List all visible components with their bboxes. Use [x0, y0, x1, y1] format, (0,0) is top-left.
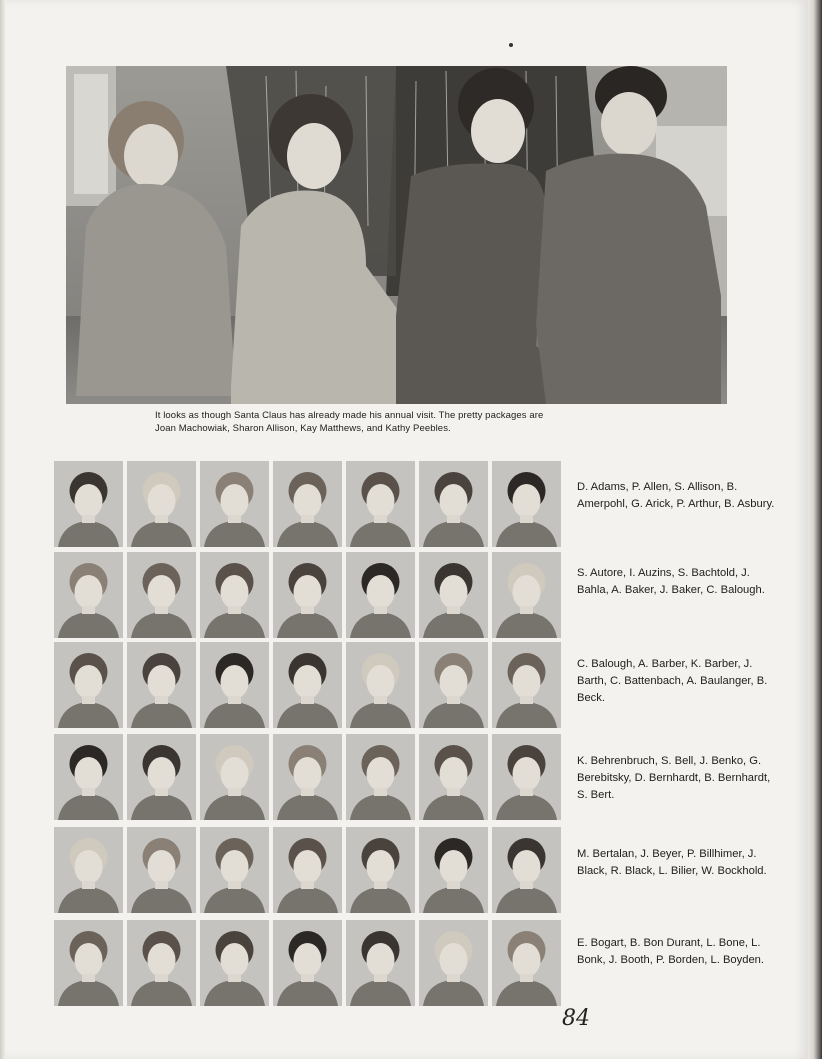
row-3-names — [577, 656, 777, 707]
print-speck — [509, 43, 513, 47]
row-4-names — [577, 753, 777, 804]
row-3-names-text: C. Balough, A. Barber, K. Barber, J. Barth, C. Battenbach, A. Baulanger, B. Beck. — [577, 658, 768, 704]
row-5-names — [577, 846, 777, 880]
student-portrait — [127, 827, 196, 913]
page-gutter — [0, 0, 6, 1059]
student-portrait — [127, 734, 196, 820]
caption-line-2: Joan Machowiak, Sharon Allison, Kay Matthews, and Kathy Peebles. — [155, 423, 451, 434]
student-portrait — [54, 552, 123, 638]
caption-line-1: It looks as though Santa Claus has already made his annual visit. The pretty packages are — [155, 410, 544, 421]
student-portrait — [419, 642, 488, 728]
student-portrait — [273, 920, 342, 1006]
student-portrait — [419, 461, 488, 547]
row-5-names-text: M. Bertalan, J. Beyer, P. Billhimer, J. Black, R. Black, L. Bilier, W. Bockhold. — [577, 848, 767, 877]
student-portrait — [419, 734, 488, 820]
student-portrait — [492, 461, 561, 547]
student-portrait — [492, 642, 561, 728]
row-2-names — [577, 565, 777, 599]
photo-caption — [155, 409, 655, 435]
student-portrait — [273, 552, 342, 638]
row-6-names-text: E. Bogart, B. Bon Durant, L. Bone, L. Bonk, J. Booth, P. Borden, L. Boyden. — [577, 937, 764, 966]
student-portrait — [419, 827, 488, 913]
student-portrait — [273, 461, 342, 547]
student-portrait — [346, 920, 415, 1006]
page-number: 84 — [562, 1006, 590, 1031]
student-portrait — [346, 552, 415, 638]
student-portrait — [54, 461, 123, 547]
row-4-names-text: K. Behrenbruch, S. Bell, J. Benko, G. Berebitsky, D. Bernhardt, B. Bernhardt, S. Bert. — [577, 755, 771, 801]
student-portrait — [273, 642, 342, 728]
student-portrait — [273, 734, 342, 820]
student-portrait — [346, 734, 415, 820]
student-portrait — [200, 642, 269, 728]
student-portrait — [346, 461, 415, 547]
student-portrait — [127, 642, 196, 728]
student-portrait — [492, 920, 561, 1006]
student-portrait — [200, 827, 269, 913]
student-portrait — [346, 642, 415, 728]
row-6-names — [577, 935, 777, 969]
student-portrait — [54, 642, 123, 728]
student-portrait — [200, 920, 269, 1006]
student-portrait — [54, 734, 123, 820]
student-portrait — [200, 552, 269, 638]
row-1-names — [577, 479, 777, 513]
student-portrait — [492, 552, 561, 638]
student-portrait — [419, 920, 488, 1006]
student-portrait — [127, 552, 196, 638]
student-portrait — [492, 827, 561, 913]
student-portrait — [346, 827, 415, 913]
student-portrait — [200, 734, 269, 820]
page-edge — [808, 0, 822, 1059]
student-portrait — [419, 552, 488, 638]
student-portrait — [54, 920, 123, 1006]
row-1-names-text: D. Adams, P. Allen, S. Allison, B. Amerpohl, G. Arick, P. Arthur, B. Asbury. — [577, 481, 775, 510]
student-portrait — [127, 461, 196, 547]
row-2-names-text: S. Autore, I. Auzins, S. Bachtold, J. Bahla, A. Baker, J. Baker, C. Balough. — [577, 567, 765, 596]
portrait-grid — [54, 461, 565, 1011]
student-portrait — [492, 734, 561, 820]
student-portrait — [54, 827, 123, 913]
student-portrait — [273, 827, 342, 913]
group-photo — [66, 66, 727, 404]
student-portrait — [127, 920, 196, 1006]
student-portrait — [200, 461, 269, 547]
